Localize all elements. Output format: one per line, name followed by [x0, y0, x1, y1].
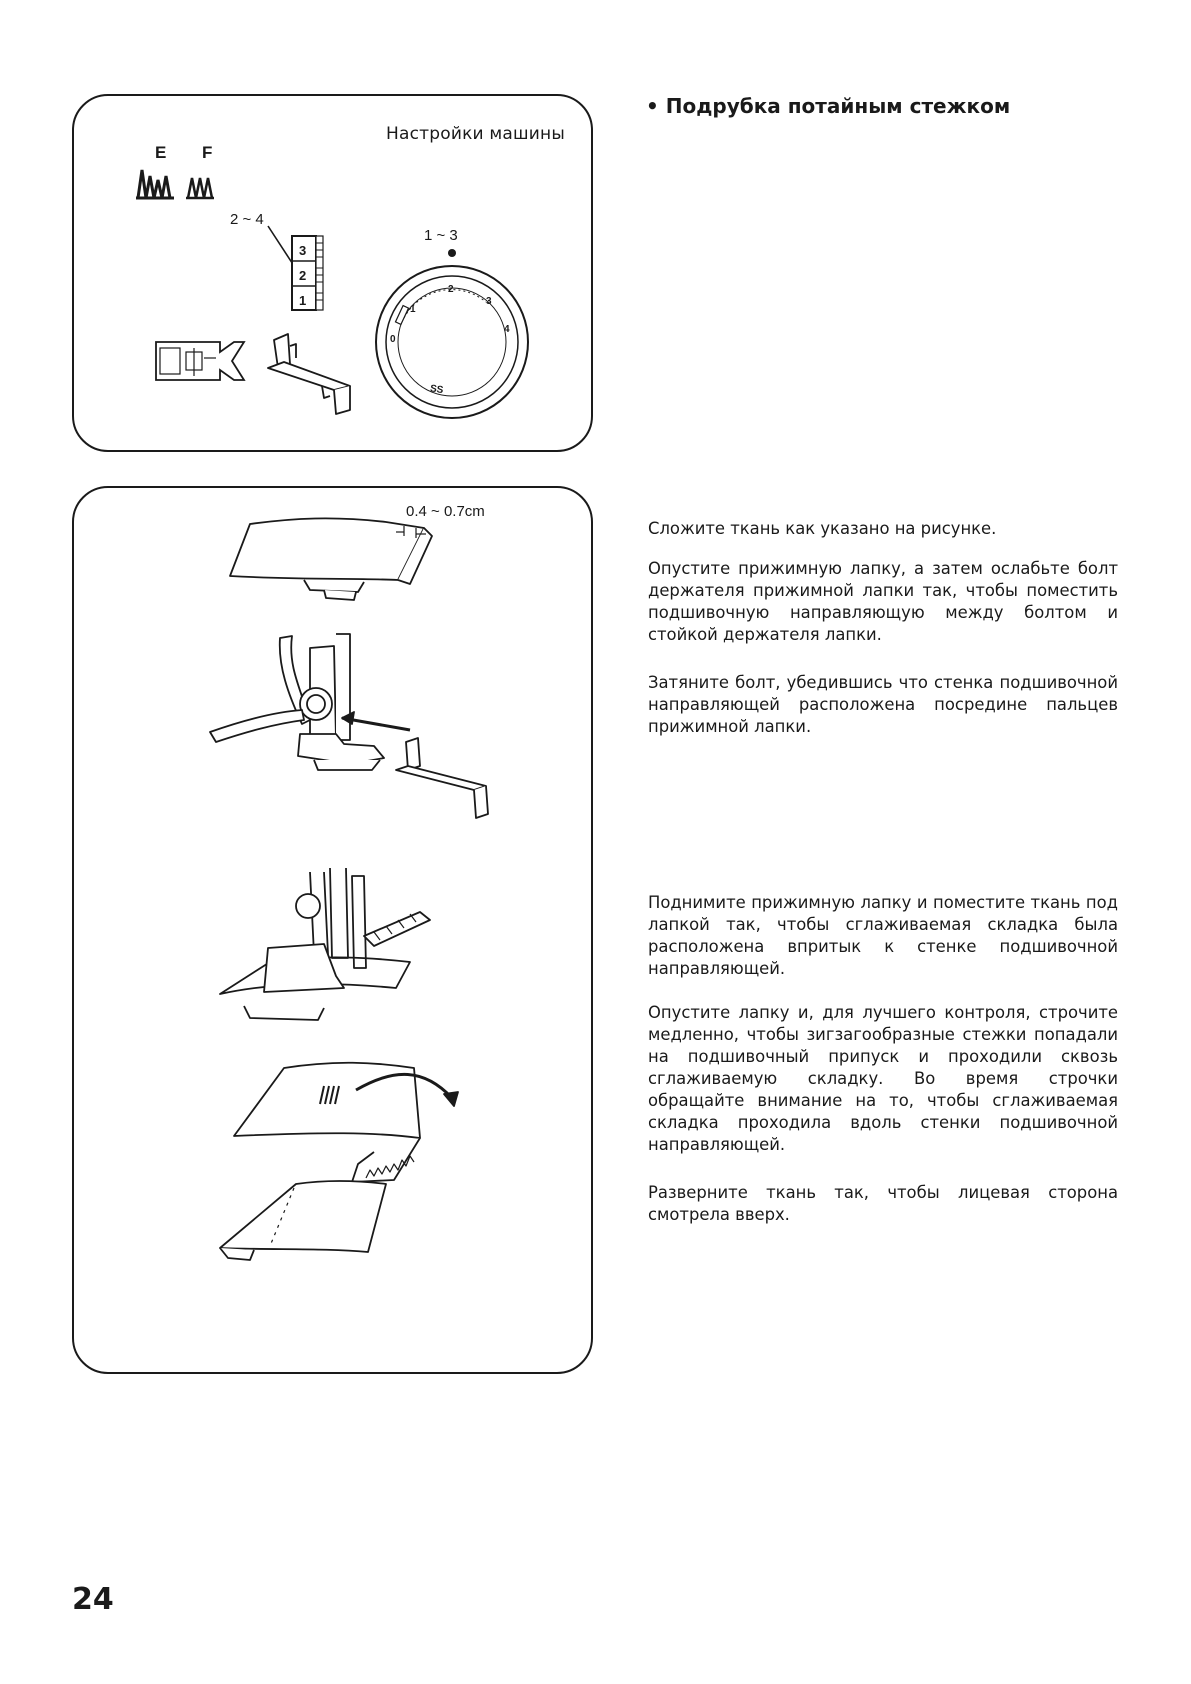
- folded-fabric-illustration: [230, 518, 432, 600]
- stitch-f-icon: [186, 178, 214, 198]
- stitched-fabric-illustration: [220, 1063, 458, 1260]
- stitch-length-range: 2 ~ 4: [230, 211, 264, 228]
- instruction-paragraph-4: Поднимите прижимную лапку и поместите ткань под лапкой так, чтобы сглаживаемая складка была расположена впритык к стенке подшивочной направляющей.: [648, 893, 1118, 978]
- dial-mark-1: 1: [410, 304, 416, 315]
- dial-mark-ss: SS: [429, 383, 445, 397]
- fold-measure-label: 0.4 ~ 0.7cm: [406, 503, 485, 520]
- instruction-paragraph-1: Сложите ткань как указано на рисунке.: [648, 519, 997, 538]
- dial-mark-4: 4: [504, 324, 510, 335]
- fabric-under-foot-illustration: [220, 868, 430, 1020]
- stitch-label-f: F: [202, 143, 213, 162]
- steps-illustration: [74, 488, 595, 1376]
- tension-range: 1 ~ 3: [424, 227, 458, 244]
- instruction-paragraph-3: Затяните болт, убедившись что стенка подшивочной направляющей расположена посредине пальцев прижимной лапки.: [648, 673, 1118, 736]
- scale-mark-2: 2: [299, 268, 307, 283]
- steps-illustration-panel: [72, 486, 593, 1374]
- stitch-pattern-icons: [74, 96, 595, 454]
- tension-indicator-dot: [448, 249, 456, 257]
- stitch-length-scale-icon: [292, 236, 323, 310]
- dial-mark-2: 2: [448, 284, 454, 295]
- scale-mark-3: 3: [299, 243, 307, 258]
- machine-settings-panel: [72, 94, 593, 452]
- stitch-e-icon: [136, 170, 174, 198]
- dial-mark-3: 3: [486, 296, 492, 307]
- stitch-label-e: E: [155, 143, 167, 162]
- section-heading: • Подрубка потайным стежком: [646, 94, 1011, 118]
- scale-mark-1: 1: [299, 293, 307, 308]
- instruction-paragraph-6: Разверните ткань так, чтобы лицевая сторона смотрела вверх.: [648, 1183, 1118, 1224]
- attach-guide-illustration: [210, 634, 488, 818]
- hem-guide-icon: [268, 334, 350, 414]
- page-number: 24: [72, 1582, 114, 1617]
- instruction-paragraph-2: Опустите прижимную лапку, а затем ослабьте болт держателя прижимной лапки так, чтобы поместить подшивочную направляющую между болтом и стойкой держателя лапки.: [648, 559, 1118, 644]
- settings-caption: Настройки машины: [386, 124, 565, 144]
- dial-mark-0: 0: [390, 334, 396, 345]
- instruction-paragraph-5: Опустите лапку и, для лучшего контроля, строчите медленно, чтобы зигзагообразные стежки попадали на подшивочный припуск и проходили сквозь сглаживаемую складку. Во время строчки обращайте внимание на то, чтобы сглаживаемая складка проходила вдоль стенки подшивочной направляющей.: [648, 1003, 1118, 1154]
- presser-foot-icon: [156, 342, 244, 380]
